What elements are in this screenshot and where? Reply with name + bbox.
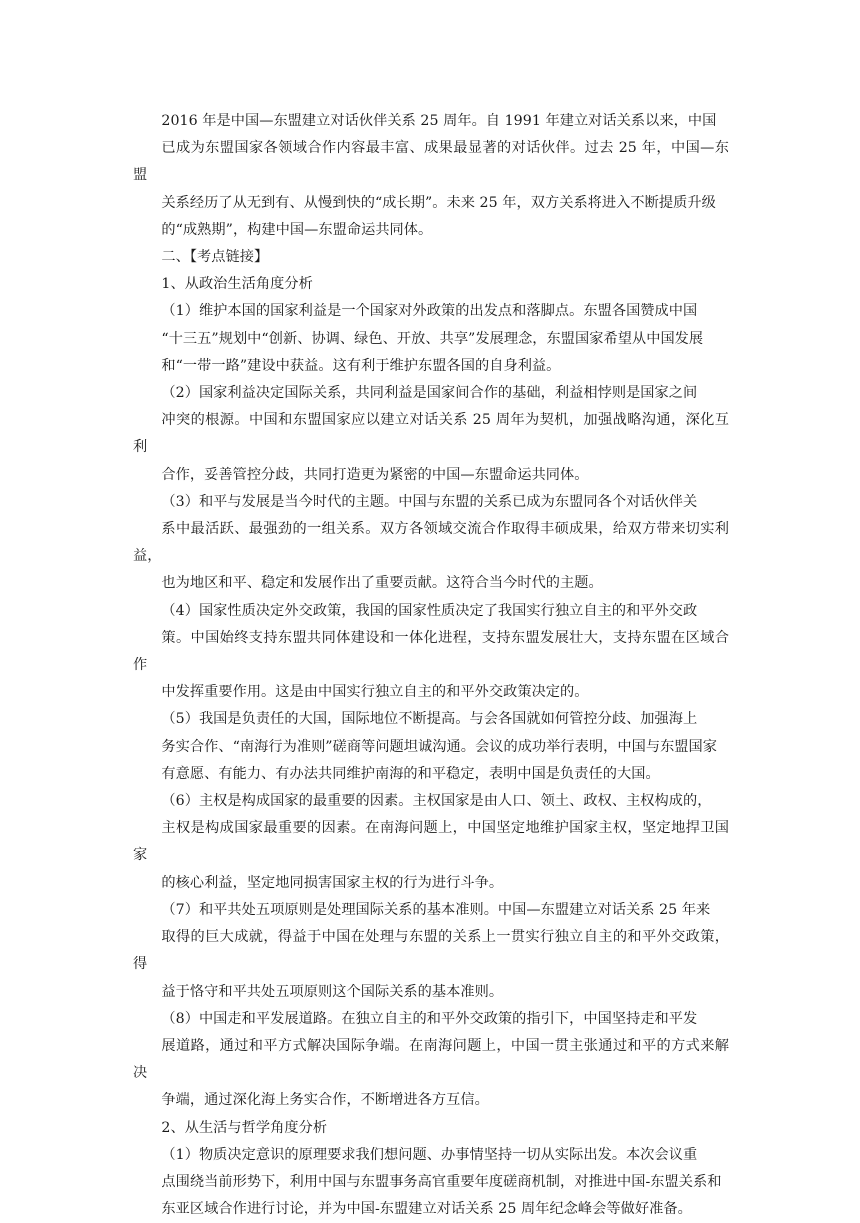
text-line: （7）和平共处五项原则是处理国际关系的基本准则。中国—东盟建立对话关系 25 年来 (161, 901, 711, 918)
text-line: 也为地区和平、稳定和发展作出了重要贡献。这符合当今时代的主题。 (161, 575, 603, 592)
text-line: “十三五”规划中“创新、协调、绿色、开放、共享”发展理念，东盟国家希望从中国发展 (161, 330, 704, 347)
text-line: 策。中国始终支持东盟共同体建设和一体化进程，支持东盟发展壮大，支持东盟在区域合作 (133, 629, 729, 674)
section-heading-exam-links (133, 244, 729, 271)
intro-paragraph (133, 108, 729, 244)
text-line: 冲突的根源。中国和东盟国家应以建立对话关系 25 周年为契机，加强战略沟通，深化互利 (133, 412, 729, 456)
point-paragraph-6 (133, 788, 729, 897)
point-paragraph-1 (133, 298, 729, 380)
point-paragraph-8 (133, 1006, 729, 1115)
text-line: （6）主权是构成国家的最重要的因素。主权国家是由人口、领土、政权、主权构成的， (161, 793, 712, 810)
text-line: 合作，妥善管控分歧，共同打造更为紧密的中国—东盟命运共同体。 (161, 466, 589, 483)
point-paragraph-5 (133, 706, 729, 788)
text-line: 争端，通过深化海上务实合作，不断增进各方互信。 (161, 1092, 489, 1109)
text-line: 有意愿、有能力、有办法共同维护南海的和平稳定，表明中国是负责任的大国。 (161, 765, 660, 782)
text-line: 务实合作、“南海行为准则”磋商等问题坦诚沟通。会议的成功举行表明，中国与东盟国家 (161, 738, 718, 755)
text-line: 1、从政治生活角度分析 (161, 276, 313, 293)
text-line: 益于恪守和平共处五项原则这个国际关系的基本准则。 (161, 983, 504, 1000)
point-paragraph-philosophy-1 (133, 1142, 729, 1223)
text-line: （5）我国是负责任的大国，国际地位不断提高。与会各国就如何管控分歧、加强海上 (161, 711, 698, 728)
point-paragraph-3 (133, 489, 729, 598)
subsection-heading-politics (133, 271, 729, 298)
text-line: 关系经历了从无到有、从慢到快的“成长期”。未来 25 年，双方关系将进入不断提质升级 (161, 194, 716, 211)
text-line: 的“成熟期”，构建中国—东盟命运共同体。 (161, 221, 433, 238)
text-line: （3）和平与发展是当今时代的主题。中国与东盟的关系已成为东盟同各个对话伙伴关 (161, 493, 698, 510)
text-line: 点围绕当前形势下，利用中国与东盟事务高官重要年度磋商机制，对推进中国-东盟关系和 (161, 1173, 722, 1190)
text-line: 二、【考点链接】 (161, 249, 269, 266)
text-line: （8）中国走和平发展道路。在独立自主的和平外交政策的指引下，中国坚持走和平发 (161, 1010, 698, 1027)
text-line: 和“一带一路”建设中获益。这有利于维护东盟各国的自身利益。 (161, 357, 561, 374)
text-line: （2）国家利益决定国际关系，共同利益是国家间合作的基础，利益相悖则是国家之间 (161, 385, 698, 402)
document-body (133, 108, 729, 1223)
point-paragraph-2 (133, 380, 729, 489)
text-line: 展道路，通过和平方式解决国际争端。在南海问题上，中国一贯主张通过和平的方式来解决 (133, 1037, 729, 1082)
text-line: 已成为东盟国家各领域合作内容最丰富、成果最显著的对话伙伴。过去 25 年，中国—东盟 (133, 140, 729, 184)
subsection-heading-philosophy (133, 1115, 729, 1142)
text-line: 主权是构成国家最重要的因素。在南海问题上，中国坚定地维护国家主权，坚定地捍卫国家 (133, 820, 729, 864)
text-line: （1）物质决定意识的原理要求我们想问题、办事情坚持一切从实际出发。本次会议重 (161, 1146, 698, 1163)
text-line: （4）国家性质决定外交政策，我国的国家性质决定了我国实行独立自主的和平外交政 (161, 602, 698, 619)
text-line: 中发挥重要作用。这是由中国实行独立自主的和平外交政策决定的。 (161, 684, 589, 701)
text-line: 取得的巨大成就，得益于中国在处理与东盟的关系上一贯实行独立自主的和平外交政策，得 (133, 929, 729, 973)
text-line: （1）维护本国的国家利益是一个国家对外政策的出发点和落脚点。东盟各国赞成中国 (161, 303, 698, 320)
text-line: 2016 年是中国—东盟建立对话伙伴关系 25 周年。自 1991 年建立对话关系以来，中国 (161, 113, 717, 129)
point-paragraph-4 (133, 598, 729, 707)
text-line: 2、从生活与哲学角度分析 (161, 1119, 328, 1136)
text-line: 东亚区域合作进行讨论，并为中国-东盟建立对话关系 25 周年纪念峰会等做好准备。 (161, 1201, 692, 1218)
point-paragraph-7 (133, 897, 729, 1006)
text-line: 系中最活跃、最强劲的一组关系。双方各领域交流合作取得丰硕成果，给双方带来切实利益， (133, 521, 729, 565)
text-line: 的核心利益，坚定地同损害国家主权的行为进行斗争。 (161, 874, 504, 891)
